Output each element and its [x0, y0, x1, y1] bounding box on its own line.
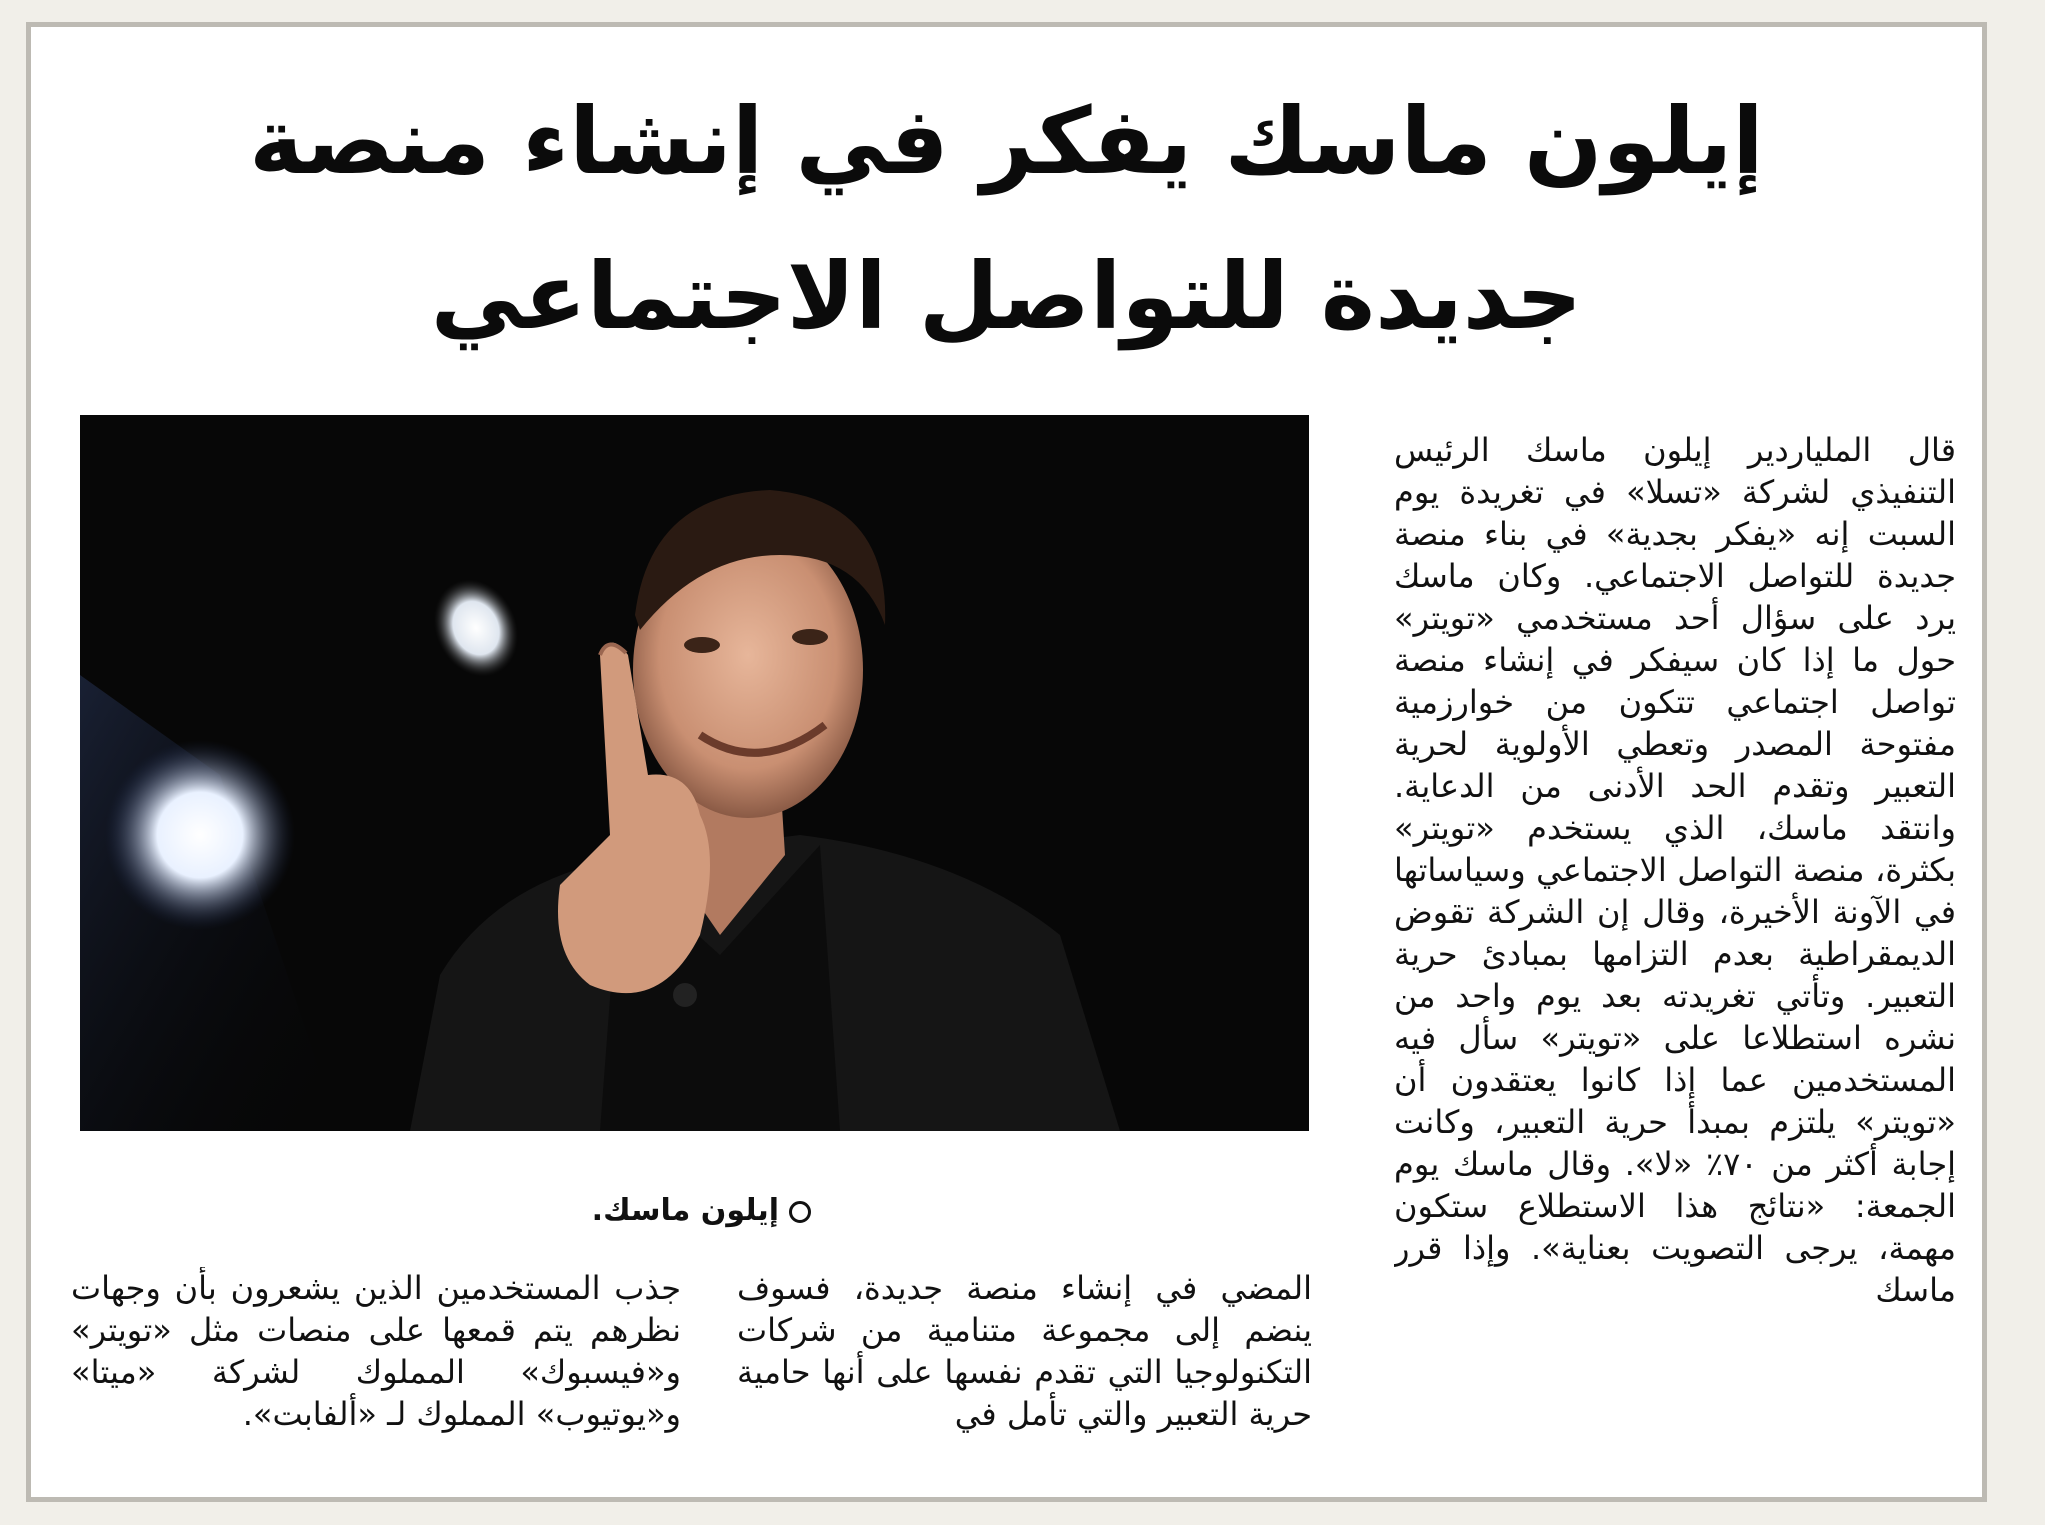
photo-caption — [511, 1193, 811, 1228]
column-right-text: قال الملياردير إيلون ماسك الرئيس التنفيذي لشركة «تسلا» في تغريدة يوم السبت إنه «يفكر بجدية» في بناء منصة جديدة للتواصل الاجتماعي. وكان ماسك يرد على سؤال أحد مستخدمي «تويتر» حول ما إذا كان سيفكر في إنشاء منصة تواصل اجتماعي تتكون من خوارزمية مفتوحة المصدر وتعطي الأولوية لحرية التعبير وتقدم الحد الأدنى من الدعاية. وانتقد ماسك، الذي يستخدم «تويتر» بكثرة، منصة التواصل الاجتماعي وسياساتها في الآونة الأخيرة، وقال إن الشركة تقوض الديمقراطية بعدم التزامها بمبادئ حرية التعبير. وتأتي تغريدته بعد يوم واحد من نشره استطلاعا على «تويتر» سأل فيه المستخدمين عما إذا كانوا يعتقدون أن «تويتر» يلتزم بمبدأ حرية التعبير، وكانت إجابة أكثر من ٧٠٪ «لا». وقال ماسك يوم الجمعة: «نتائج هذا الاستطلاع ستكون مهمة، يرجى التصويت بعناية». وإذا قرر ماسك — [1394, 431, 1956, 1309]
column-left-text: جذب المستخدمين الذين يشعرون بأن وجهات نظرهم يتم قمعها على منصات مثل «تويتر» و«فيسبوك» المملوك لشركة «ميتا» و«يوتيوب» المملوك لـ «ألفابت». — [71, 1269, 681, 1433]
headline-line-1: إيلون ماسك يفكر في إنشاء منصة — [249, 88, 1764, 195]
article-photo — [80, 415, 1309, 1131]
newspaper-clipping — [26, 22, 1987, 1502]
circle-bullet-icon — [789, 1201, 811, 1223]
headline-line-2: جديدة للتواصل الاجتماعي — [430, 243, 1583, 350]
portrait-photo-icon — [80, 415, 1309, 1131]
article-column-left — [71, 1267, 681, 1477]
article-column-middle — [737, 1267, 1312, 1477]
caption-text: إيلون ماسك. — [591, 1193, 779, 1228]
column-middle-text: المضي في إنشاء منصة جديدة، فسوف ينضم إلى مجموعة متنامية من شركات التكنولوجيا التي تقدم نفسها على أنها حامية حرية التعبير والتي تأمل في — [737, 1269, 1312, 1433]
article-column-right — [1394, 429, 1956, 1489]
